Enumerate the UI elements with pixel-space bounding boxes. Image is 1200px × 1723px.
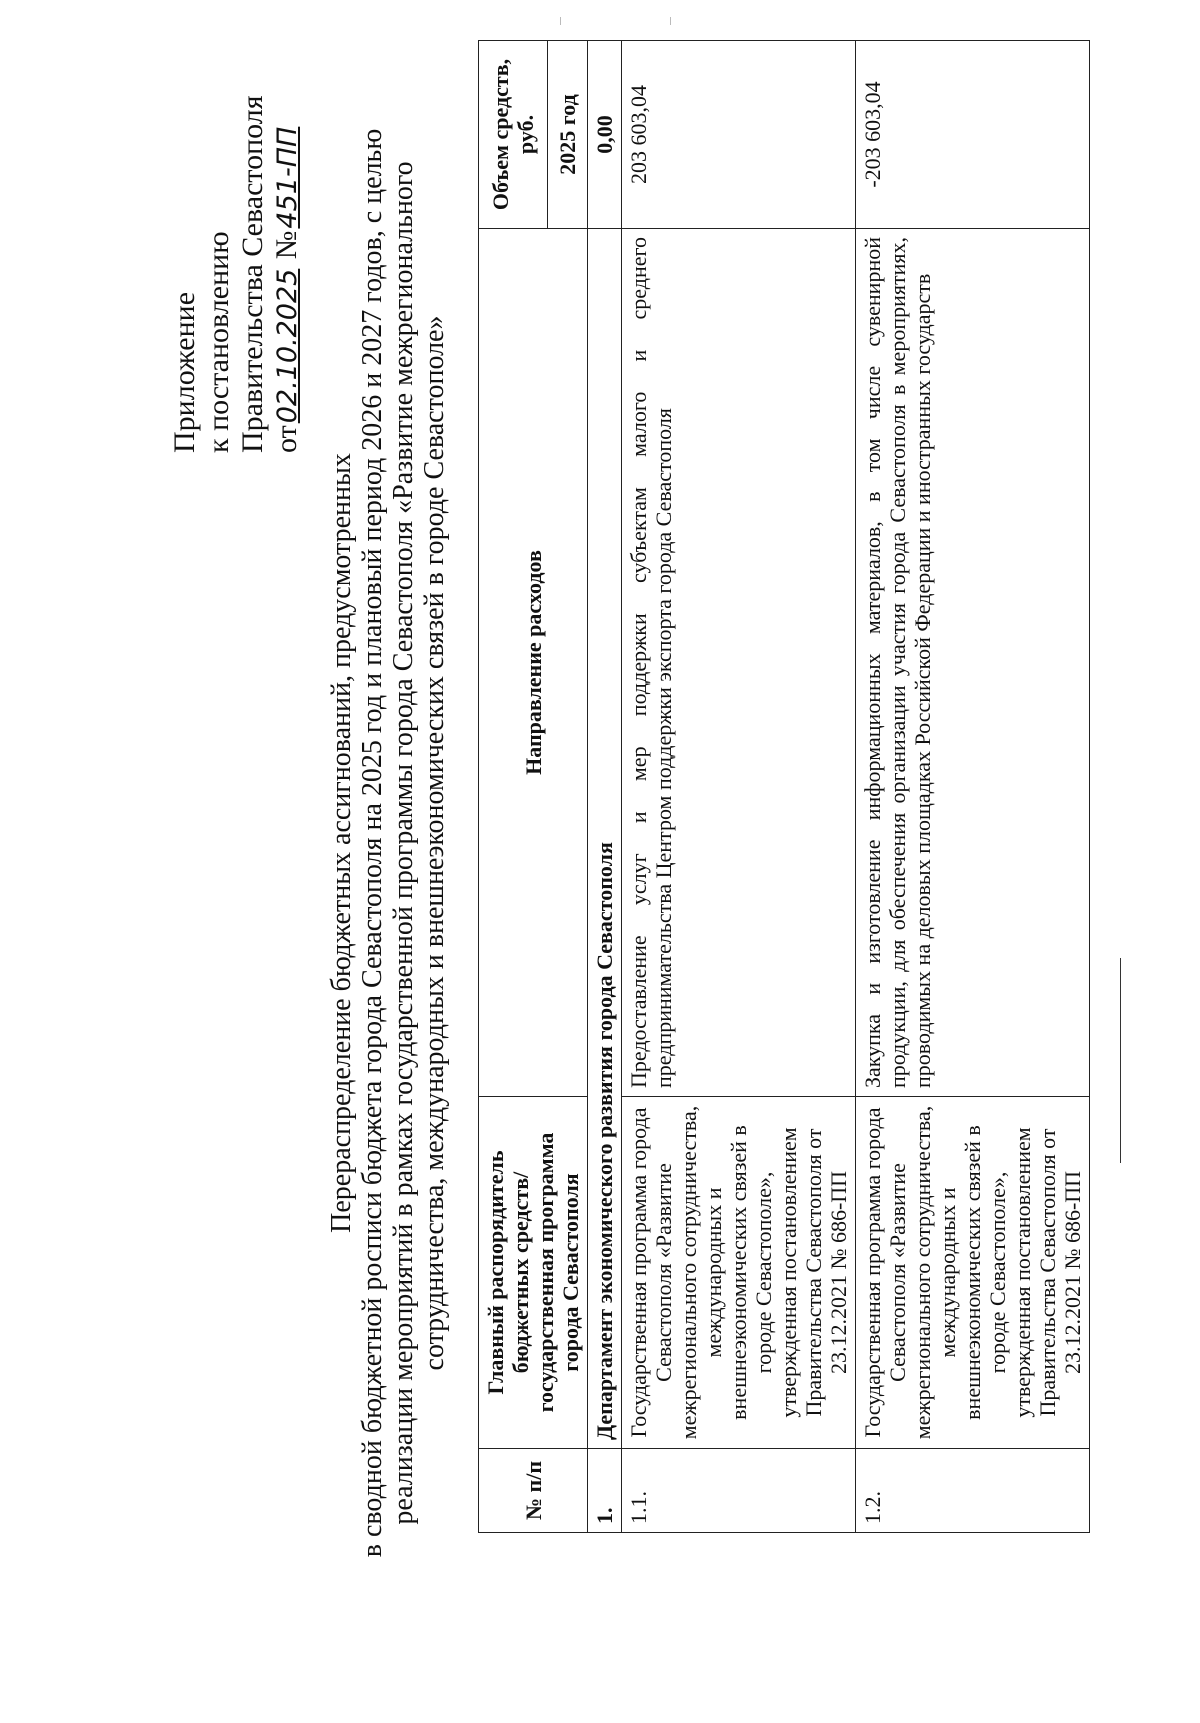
row-program: Государственная программа города Севастополя «Развитие межрегионального сотрудничества, международных и внешнеэкономических связей в городе Севастополе», утвержденная постановлением Правительства Севастополя от 23.12.2021 № 686-ПП xyxy=(856,1097,1090,1449)
number-sign: № xyxy=(270,230,303,260)
handwritten-number: 451-ПП xyxy=(272,126,303,229)
appendix-government-line: Правительства Севастополя xyxy=(236,95,269,453)
appendix-resolution-line: к постановлению xyxy=(202,231,235,453)
date-prefix: от xyxy=(270,425,303,453)
document-title xyxy=(326,23,450,1663)
table-header-row xyxy=(479,41,548,1533)
scan-mark xyxy=(560,17,561,25)
closing-rule xyxy=(1120,958,1121,1163)
section-name: Департамент экономического развития города Севастополя xyxy=(588,229,622,1449)
section-row xyxy=(588,41,622,1533)
header-manager: Главный распорядитель бюджетных средств/государственная программа города Севастополя xyxy=(479,1097,588,1449)
row-direction: Закупка и изготовление информационных материалов, в том числе сувенирной продукции, для обеспечения организации участия города Севастополя в мероприятиях, проводимых на деловых площадках Российской Федерации и иностранных государств xyxy=(856,229,1090,1097)
header-year: 2025 год xyxy=(548,41,588,229)
row-program: Государственная программа города Севастополя «Развитие межрегионального сотрудничества, международных и внешнеэкономических связей в городе Севастополе», утвержденная постановлением Правительства Севастополя от 23.12.2021 № 686-ПП xyxy=(622,1097,856,1449)
handwritten-date: 02.10.2025 xyxy=(272,268,303,424)
section-amount: 0,00 xyxy=(588,41,622,229)
title-line-3: реализации мероприятий в рамках государственной программы города Севастополя «Развитие межрегионального xyxy=(388,161,419,1525)
title-line-4: сотрудничества, международных и внешнеэкономических связей в городе Севастополе» xyxy=(419,315,450,1371)
section-num: 1. xyxy=(588,1449,622,1533)
table-row xyxy=(622,41,856,1533)
table-row xyxy=(856,41,1090,1533)
scan-mark xyxy=(670,17,671,25)
title-line-2: в сводной бюджетной росписи бюджета города Севастополя на 2025 год и плановый период 2026 и 2027 годов, с целью xyxy=(357,128,388,1558)
header-amount: Объем средств, руб. xyxy=(479,41,548,229)
row-amount: 203 603,04 xyxy=(622,41,856,229)
title-line-1: Перераспределение бюджетных ассигнований, предусмотренных xyxy=(326,453,357,1233)
row-amount: -203 603,04 xyxy=(856,41,1090,229)
appendix-date-line xyxy=(270,33,305,453)
reallocation-table xyxy=(478,40,1090,1533)
row-num: 1.1. xyxy=(622,1449,856,1533)
appendix-header xyxy=(168,33,305,453)
appendix-title: Приложение xyxy=(168,291,201,453)
header-direction: Направление расходов xyxy=(479,229,588,1097)
row-direction: Предоставление услуг и мер поддержки субъектам малого и среднего предпринимательства Центром поддержки экспорта города Севастополя xyxy=(622,229,856,1097)
row-num: 1.2. xyxy=(856,1449,1090,1533)
header-num: № п/п xyxy=(479,1449,588,1533)
